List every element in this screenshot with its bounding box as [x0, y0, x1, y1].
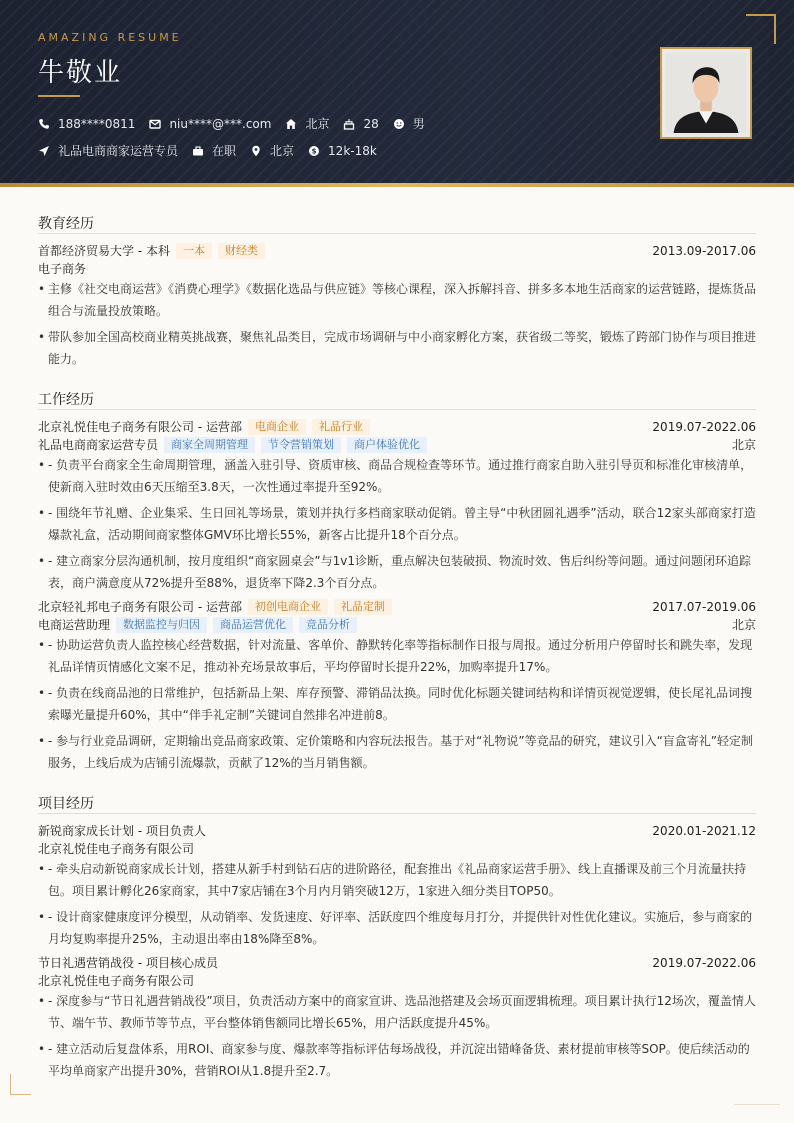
job-bullet: • - 围绕年节礼赠、企业集采、生日回礼等场景，策划并执行多档商家联动促销。曾主导“中秋团圆礼遇季”活动，联合12家头部商家打造爆款礼盒，活动期间商家整体GMV环比增长55%，新客占比提升18个百分点。: [38, 506, 756, 542]
target-city-item: [250, 142, 294, 159]
job-bullet: • - 负责平台商家全生命周期管理，涵盖入驻引导、资质审核、商品合规检查等环节。通过推行商家自助入驻引导页和标准化审核清单，使新商入驻时效由6天压缩至3.8天，一次性通过率提升至92%。: [38, 458, 753, 494]
education-tag: 一本: [176, 243, 212, 259]
city-item: [285, 115, 329, 132]
section-divider: [38, 813, 756, 814]
profile-photo: [660, 47, 752, 139]
education-header-row: [38, 242, 756, 259]
phone-text: 188****0811: [58, 116, 136, 131]
project-org: 北京礼悦佳电子商务有限公司: [38, 842, 195, 856]
location-pin-icon: [250, 145, 262, 157]
tagline: AMAZING RESUME: [38, 31, 182, 44]
svg-text:$: $: [311, 147, 317, 156]
age-item: [343, 117, 378, 131]
project-org-row: [38, 972, 756, 989]
project-header-row: [38, 954, 756, 971]
salary-text: 12k-18k: [328, 143, 377, 158]
home-icon: [285, 118, 297, 130]
work-section-title: 工作经历: [38, 392, 94, 408]
projects-section-title: 项目经历: [38, 796, 94, 812]
resume-header: [0, 0, 794, 183]
job-role: 礼品电商商家运营专员: [38, 438, 159, 452]
candidate-name: 牛敬业: [38, 58, 123, 88]
phone-icon: [38, 118, 50, 130]
contact-row: [38, 115, 439, 132]
project-bullet: • - 设计商家健康度评分模型，从动销率、发货速度、好评率、活跃度四个维度每月打分，并提供针对性优化建议。实施后，参与商家的月均复购率提升25%，主动退出率由18%降至8%。: [38, 910, 753, 946]
age-text: 28: [363, 116, 379, 131]
school-name: 首都经济贸易大学 - 本科: [38, 244, 170, 258]
job-bullet: • - 协助运营负责人监控核心经营数据，针对流量、客单价、静默转化率等指标制作日报与周报。通过分析用户停留时长和跳失率，发现礼品详情页情感化文案不足，推动补充场景故事后，平均停留时长提升22%，加购率提升17%。: [38, 638, 753, 674]
email-item: [149, 117, 271, 131]
job-role-row: [38, 616, 756, 633]
phone-item: [38, 117, 135, 131]
money-icon: [308, 145, 320, 157]
avatar: [666, 53, 746, 133]
skill-tag: 数据监控与归因: [116, 617, 207, 633]
mail-icon: [149, 118, 161, 130]
skill-tag: 节令营销策划: [261, 437, 341, 453]
gender-item: [393, 115, 425, 132]
education-date: 2013.09-2017.06: [652, 243, 756, 258]
status-item: [192, 142, 236, 159]
target-role-item: [38, 142, 178, 159]
project-date: 2020.01-2021.12: [652, 823, 756, 838]
job-header-row: [38, 418, 756, 435]
corner-decoration: [10, 1074, 31, 1095]
job-bullet: • - 负责在线商品池的日常维护，包括新品上架、库存预警、滞销品汰换。同时优化标题关键词结构和详情页视觉逻辑，使长尾礼品词搜索曝光量提升60%，其中“伴手礼定制”关键词自然排名冲进前8。: [38, 686, 753, 722]
education-bullet: • 主修《社交电商运营》《消费心理学》《数据化选品与供应链》等核心课程，深入拆解抖音、拼多多本地生活商家的运营链路，提炼货品组合与流量投放策略。: [38, 282, 757, 318]
gender-text: 男: [412, 117, 425, 131]
job-role-row: [38, 436, 756, 453]
project-bullet: • - 牵头启动新锐商家成长计划，搭建从新手村到钻石店的进阶路径，配套推出《礼品商家运营手册》、线上直播课及前三个月流量扶持包。项目累计孵化26家商家，其中7家店铺在3个月内月销突破12万，1家进入细分类目TOP50。: [38, 862, 747, 898]
name-underline: [38, 95, 80, 97]
cake-icon: [343, 118, 355, 130]
section-divider: [38, 233, 756, 234]
job-bullet: • - 参与行业竞品调研，定期输出竞品商家政策、定价策略和内容玩法报告。基于对“礼物说”等竞品的研究，建议引入“盲盒寄礼”轻定制服务，上线后成为店铺引流爆款，贡献了12%的当月销售额。: [38, 734, 754, 770]
company-name: 北京礼悦佳电子商务有限公司 - 运营部: [38, 420, 242, 434]
send-icon: [38, 145, 50, 157]
education-tag: 财经类: [218, 243, 265, 259]
target-role-text: 礼品电商商家运营专员: [58, 144, 179, 158]
company-tag: 礼品行业: [312, 419, 370, 435]
job-city: 北京: [731, 438, 756, 452]
education-bullet: • 带队参加全国高校商业精英挑战赛，聚焦礼品类目，完成市场调研与中小商家孵化方案，获省级二等奖，锻炼了跨部门协作与项目推进能力。: [38, 330, 757, 366]
skill-tag: 商家全周期管理: [164, 437, 255, 453]
smile-icon: [393, 118, 405, 130]
header-accent-line: [0, 183, 794, 187]
job-bullet: • - 建立商家分层沟通机制，按月度组织“商家圆桌会”与1v1诊断，重点解决包装破损、物流时效、售后纠纷等问题。通过问题闭环追踪表，商户满意度从72%提升至88%，退货率下降2.3个百分点。: [38, 554, 751, 590]
project-header-row: [38, 822, 756, 839]
project-bullet: • - 建立活动后复盘体系，用ROI、商家参与度、爆款率等指标评估每场战役，并沉淀出错峰备货、素材提前审核等SOP。使后续活动的平均单商家产出提升30%，营销ROI从1.8提升至2.7。: [38, 1042, 750, 1078]
company-tag: 初创电商企业: [248, 599, 328, 615]
city-text: 北京: [305, 117, 330, 131]
education-section-title: 教育经历: [38, 216, 94, 232]
company-name: 北京轻礼邦电子商务有限公司 - 运营部: [38, 600, 242, 614]
job-header-row: [38, 598, 756, 615]
job-date: 2017.07-2019.06: [652, 599, 756, 614]
project-name: 节日礼遇营销战役 - 项目核心成员: [38, 956, 218, 970]
skill-tag: 商户体验优化: [347, 437, 427, 453]
project-org: 北京礼悦佳电子商务有限公司: [38, 974, 195, 988]
project-date: 2019.07-2022.06: [652, 955, 756, 970]
job-date: 2019.07-2022.06: [652, 419, 756, 434]
salary-item: [308, 144, 377, 158]
email-text: niu****@***.com: [169, 116, 272, 131]
section-divider: [38, 409, 756, 410]
major: 电子商务: [38, 262, 87, 276]
status-text: 在职: [212, 144, 237, 158]
job-intent-row: [38, 142, 391, 159]
company-tag: 电商企业: [248, 419, 306, 435]
footer-divider: [734, 1104, 780, 1105]
target-city-text: 北京: [270, 144, 295, 158]
skill-tag: 商品运营优化: [213, 617, 293, 633]
job-role: 电商运营助理: [38, 618, 111, 632]
major-row: [38, 260, 756, 277]
job-city: 北京: [731, 618, 756, 632]
briefcase-icon: [192, 145, 204, 157]
skill-tag: 竞品分析: [299, 617, 357, 633]
company-tag: 礼品定制: [334, 599, 392, 615]
project-bullet: • - 深度参与“节日礼遇营销战役”项目，负责活动方案中的商家宣讲、选品池搭建及会场页面逻辑梳理。项目累计执行12场次，覆盖情人节、端午节、教师节等节点，平台整体销售额同比增长65%，用户活跃度提升45%。: [38, 994, 756, 1030]
project-name: 新锐商家成长计划 - 项目负责人: [38, 824, 206, 838]
project-org-row: [38, 840, 756, 857]
corner-decoration: [746, 14, 776, 44]
